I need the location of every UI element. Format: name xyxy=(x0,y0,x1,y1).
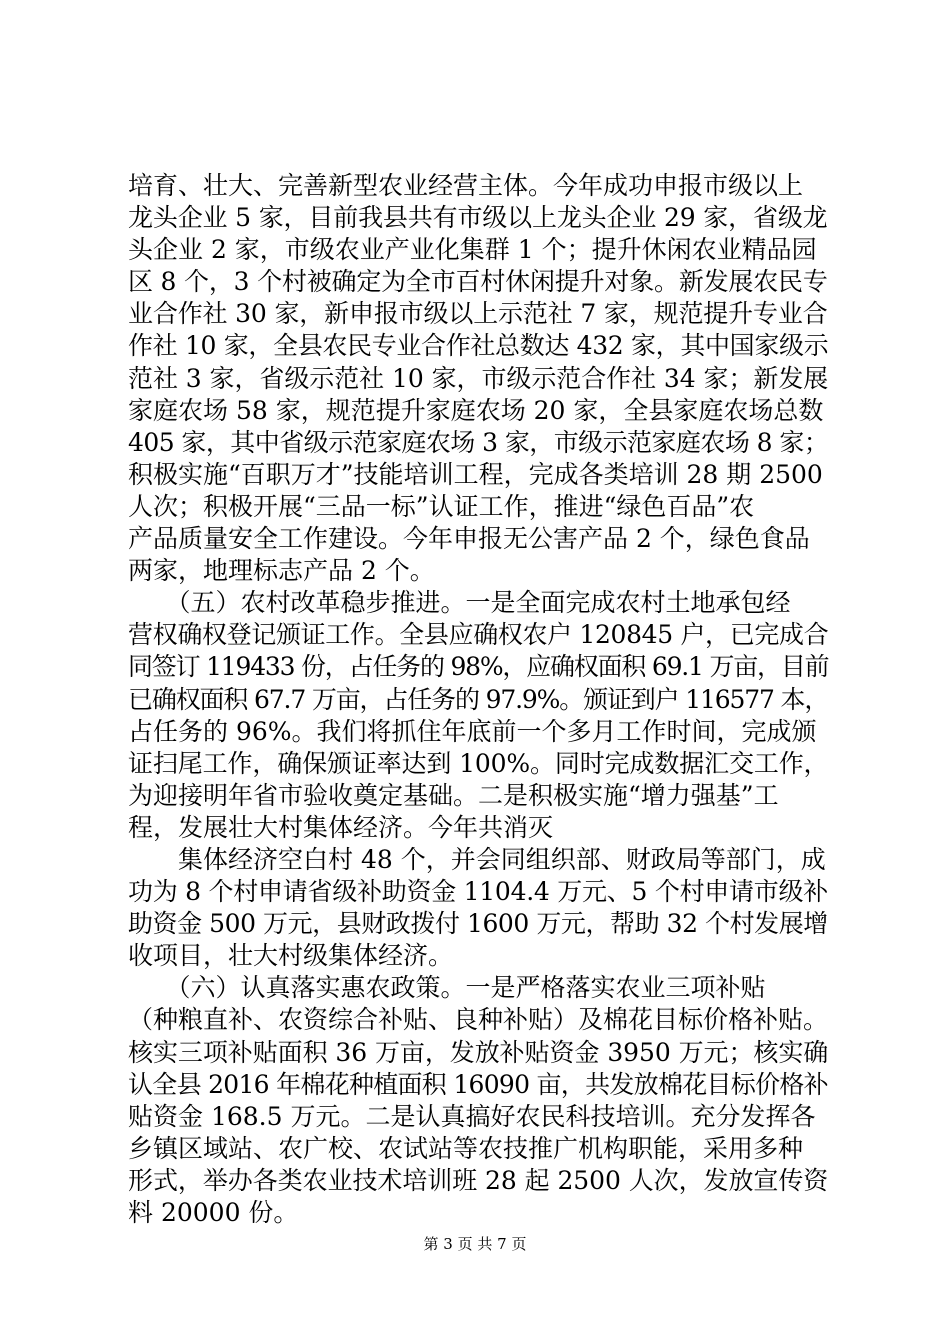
text-line: 已确权面积 67.7 万亩，占任务的 97.9%。颁证到户 116577 本， xyxy=(128,684,829,714)
text-line: 培育、壮大、完善新型农业经营主体。今年成功申报市级以上 xyxy=(128,171,804,200)
text-line: 营权确权登记颁证工作。全县应确权农户 120845 户，已完成合 xyxy=(128,620,829,650)
text-line: 证扫尾工作，确保颁证率达到 100%。同时完成数据汇交工作， xyxy=(128,748,829,778)
text-line: 核实三项补贴面积 36 万亩，发放补贴资金 3950 万元；核实确 xyxy=(128,1037,829,1067)
text-line: 认全县 2016 年棉花种植面积 16090 亩，共发放棉花目标价格补 xyxy=(128,1069,828,1099)
text-line: 人次；积极开展“三品一标”认证工作，推进“绿色百品”农 xyxy=(128,491,755,521)
text-line: 龙头企业 5 家，目前我县共有市级以上龙头企业 29 家，省级龙 xyxy=(128,203,828,233)
text-line: 助资金 500 万元，县财政拨付 1600 万元，帮助 32 个村发展增 xyxy=(128,909,828,939)
text-line: 家庭农场 58 家，规范提升家庭农场 20 家，全县家庭农场总数 xyxy=(128,395,824,425)
text-line: 贴资金 168.5 万元。二是认真搞好农民科技培训。充分发挥各 xyxy=(128,1101,816,1131)
text-line: 为迎接明年省市验收奠定基础。二是积极实施“增力强基”工 xyxy=(128,780,779,810)
page-number: 第 3 页 共 7 页 xyxy=(423,1235,527,1253)
text-line: 作社 10 家，全县农民专业合作社总数达 432 家，其中国家级示 xyxy=(128,331,829,361)
text-line: 占任务的 96%。我们将抓住年底前一个多月工作时间，完成颁 xyxy=(128,716,817,746)
text-line: 程，发展壮大村集体经济。今年共消灭 xyxy=(128,812,554,842)
text-line: 范社 3 家，省级示范社 10 家，市级示范合作社 34 家；新发展 xyxy=(128,363,829,393)
text-line: 同签订 119433 份，占任务的 98%，应确权面积 69.1 万亩，目前 xyxy=(128,652,829,682)
text-line: 功为 8 个村申请省级补助资金 1104.4 万元、5 个村申请市级补 xyxy=(128,877,829,907)
text-line: 积极实施“百职万才”技能培训工程，完成各类培训 28 期 2500 xyxy=(128,459,823,489)
text-line: 集体经济空白村 48 个，并会同组织部、财政局等部门，成 xyxy=(128,844,826,874)
text-line: 区 8 个，3 个村被确定为全市百村休闲提升对象。新发展农民专 xyxy=(128,267,828,297)
text-line: 产品质量安全工作建设。今年申报无公害产品 2 个，绿色食品 xyxy=(128,524,810,554)
body-text xyxy=(128,170,828,1229)
text-line: 业合作社 30 家，新申报市级以上示范社 7 家，规范提升专业合 xyxy=(128,299,828,329)
text-line: （六）认真落实惠农政策。一是严格落实农业三项补贴 xyxy=(128,973,766,1003)
text-line: （种粮直补、农资综合补贴、良种补贴）及棉花目标价格补贴。 xyxy=(128,1005,829,1035)
text-line: 405 家，其中省级示范家庭农场 3 家，市级示范家庭农场 8 家； xyxy=(128,427,829,457)
text-line: 乡镇区域站、农广校、农试站等农技推广机构职能，采用多种 xyxy=(128,1133,804,1163)
text-line: （五）农村改革稳步推进。一是全面完成农村土地承包经 xyxy=(128,588,791,618)
text-line: 形式，举办各类农业技术培训班 28 起 2500 人次，发放宣传资 xyxy=(128,1165,829,1195)
text-line: 头企业 2 家，市级农业产业化集群 1 个；提升休闲农业精品园 xyxy=(128,235,817,265)
text-line: 两家，地理标志产品 2 个。 xyxy=(128,556,435,586)
text-line: 收项目，壮大村级集体经济。 xyxy=(128,941,454,971)
text-line: 料 20000 份。 xyxy=(128,1198,299,1227)
